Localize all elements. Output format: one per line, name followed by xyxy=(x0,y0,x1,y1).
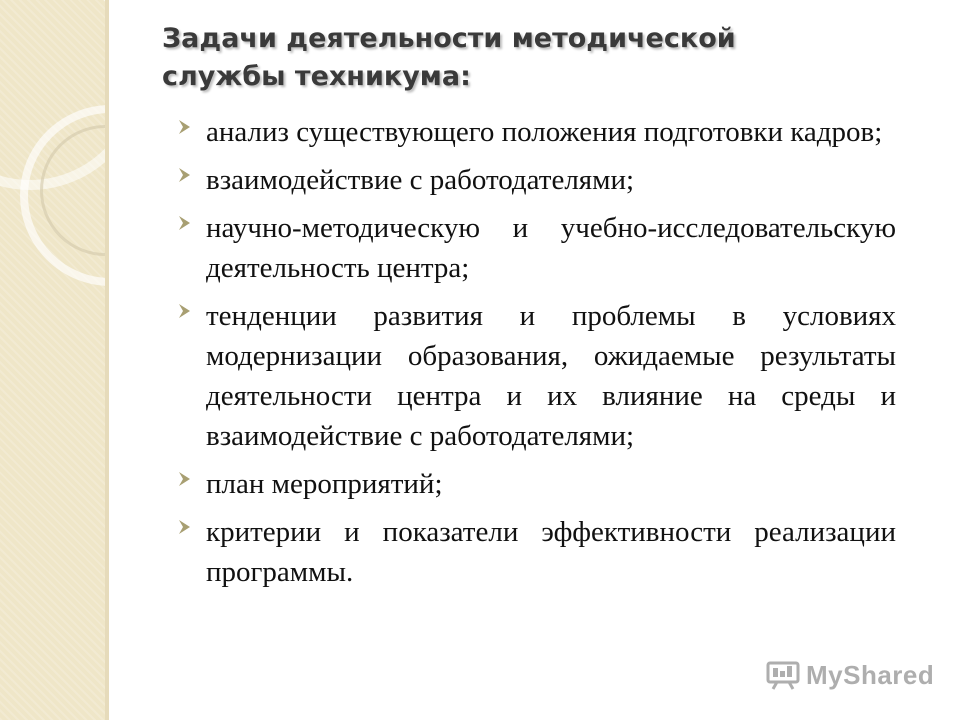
list-item-text: научно-методическую и учебно-исследовательскую деятельность центра; xyxy=(206,212,896,284)
list-item xyxy=(178,296,896,456)
list-item-text: критерии и показатели эффективности реализации программы. xyxy=(206,516,896,588)
list-item-text: план мероприятий; xyxy=(206,468,443,500)
arrow-bullet-icon xyxy=(178,167,191,183)
arrow-bullet-icon xyxy=(178,119,191,135)
watermark-text: MyShared xyxy=(806,659,935,690)
presentation-board-icon xyxy=(766,660,800,690)
arrow-bullet-icon xyxy=(178,471,191,487)
arrow-bullet-icon xyxy=(178,519,191,535)
list-item-text: анализ существующего положения подготовки кадров; xyxy=(206,116,883,148)
slide-title: Задачи деятельности методической службы техникума: xyxy=(162,23,736,92)
list-item-text: взаимодействие с работодателями; xyxy=(206,164,635,196)
arrow-bullet-icon xyxy=(178,215,191,231)
list-item xyxy=(178,112,896,152)
list-item xyxy=(178,160,896,200)
arrow-bullet-icon xyxy=(178,303,191,319)
list-item xyxy=(178,464,896,504)
watermark-logo[interactable] xyxy=(766,655,934,695)
list-item xyxy=(178,512,896,592)
list-item xyxy=(178,208,896,288)
side-band-edge xyxy=(105,0,109,720)
list-item-text: тенденции развития и проблемы в условиях модернизации образования, ожидаемые результаты деятельности центра и их влияние на среды и взаимодействие с работодателями; xyxy=(206,300,896,452)
task-list xyxy=(178,112,896,600)
decorative-side-band xyxy=(0,0,105,720)
